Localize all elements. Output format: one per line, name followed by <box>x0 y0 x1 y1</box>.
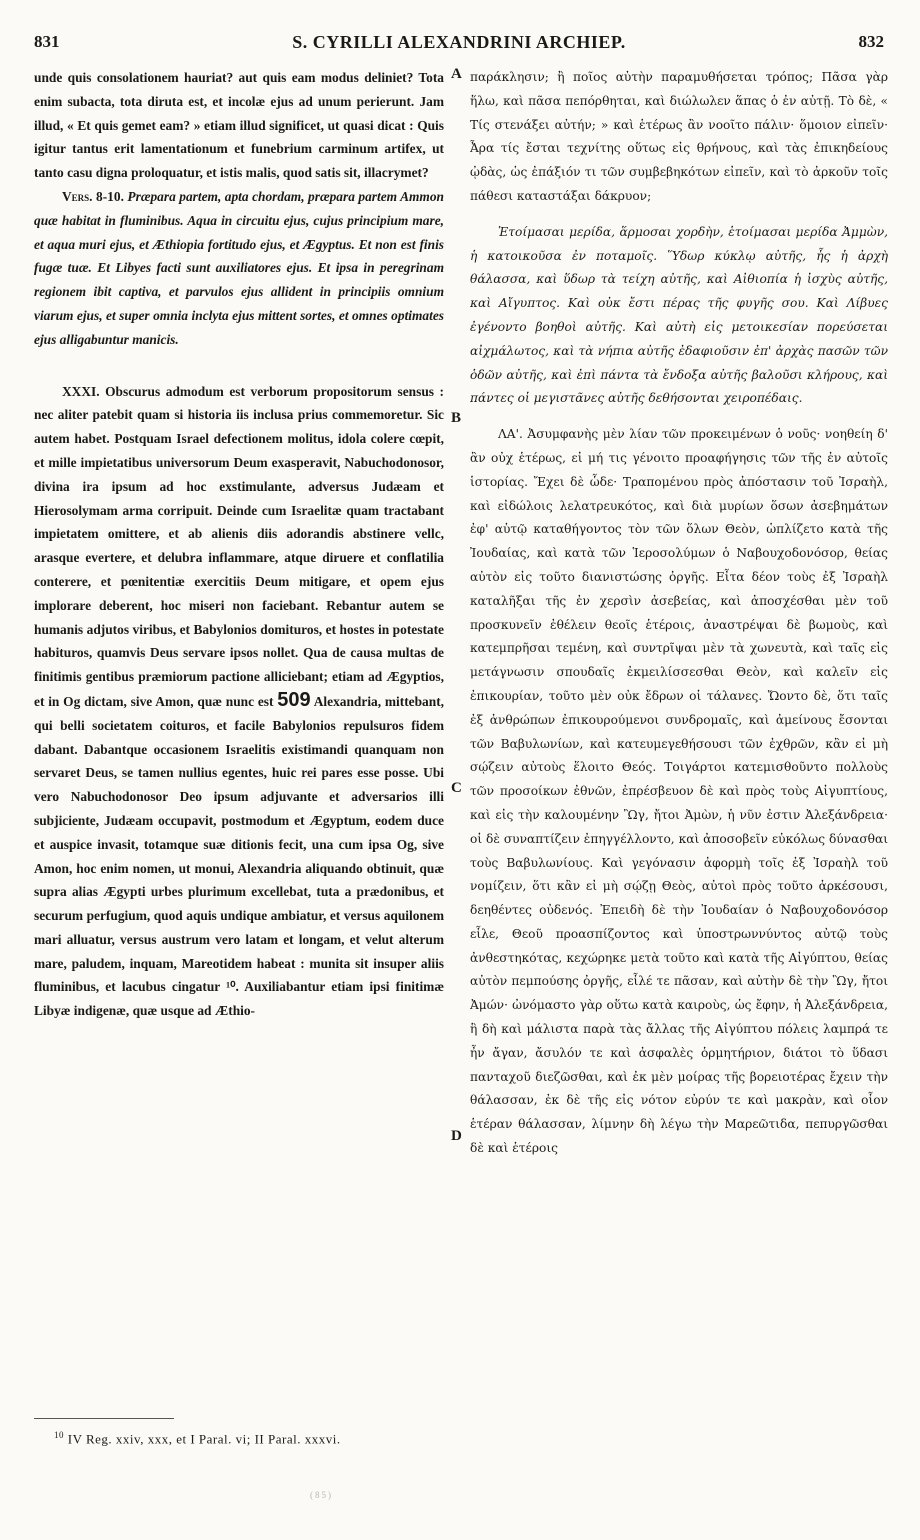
latin-commentary-part1: XXXI. Obscurus admodum est verborum propositorum sensus : nec aliter patebit quam si historia iis inclusa prius commemoretur. Sic autem habet. Postquam Israel defectionem molitus, idola colere cœpit, et mille impietatibus universorum Deum exasperavit, Nabuchodonosor, divina ira ipsum ad hoc exstimulante, adversus Judæam et Hierosolymam arma corripuit. Deinde cum Israelitæ quam tractabant impietatem omittere, et ab alienis diis adorandis abstinere vellc, arasque evertere, et delubra inflammare, atque diruere et conflatilia conterere, et pœnitentiæ exercitiis Deum mitigare, et opem ejus implorare deberent, hoc miseri non faciebant. Rebantur autem se humanis adjutos viribus, et Babylonios domituros, et hostes in potestate habituros, quamvis Deus servare ipsos nollet. Qua de causa multas de finitimis gentibus præmiorum pactione alliciebant; etiam ad Ægyptios, et in Og dictam, sive Amon, quæ nunc est <box>34 383 444 709</box>
page-number-left: 831 <box>34 32 60 51</box>
greek-paragraph-1: παράκλησιν; ἢ ποῖος αὐτὴν παραμυθήσεται τρόπος; Πᾶσα γὰρ ἥλω, καὶ πᾶσα πεπόρθηται, καὶ διώλωλεν ἅπας ὁ ἐν αὐτῇ. Τὸ δὲ, « Τίς στενάξει αὐτήν; » καὶ ἑτέρως ἂν νοοῖτο πάλιν· ὅμοιον εἰπεῖν· Ἆρα τίς ἔσται τεχνίτης οὕτως εἰς θρήνους, καὶ τὰς ἐπικηδείους ᾠδὰς, ὡς ἐπάξιόν τι τῶν συμβεβηκότων εἰπεῖν, καὶ τὸ ἀρκοῦν τοῖς πάθεσι καταστάξαι δάκρυον; <box>470 70 888 203</box>
page-number-right: 832 <box>858 32 884 51</box>
latin-paragraph-commentary <box>34 380 444 1024</box>
spacer <box>470 411 888 423</box>
latin-paragraph-1: unde quis consolationem hauriat? aut quis eam modus deliniet? Tota enim subacta, tota diruta est, et incolæ ejus ad unum perierunt. Jam illud, « Et quis gemet eam? » etiam illud significet, ut quasi dicat : Quis igitur tantus erit lamentationum et funebrium carminum artifex, ut tanto casu digna proloquatur, et istis malis, quod satis sit, illacrymet? <box>34 70 444 181</box>
greek-lemma: Ἑτοίμασαι μερίδα, ἅρμοσαι χορδὴν, ἑτοίμασαι μερίδα Ἀμμὼν, ἡ κατοικοῦσα ἐν ποταμοῖς. Ὕδωρ κύκλῳ αὐτῆς, ἧς ἡ ἀρχὴ θάλασσα, καὶ ὕδωρ τὰ τείχη αὐτῆς, καὶ Αἰθιοπία ἡ ἰσχὺς αὐτῆς, καὶ Αἴγυπτος. Καὶ οὐκ ἔστι πέρας τῆς φυγῆς σου. Καὶ Λίβυες ἐγένοντο βοηθοὶ αὐτῆς. Καὶ αὐτὴ εἰς μετοικεσίαν πορεύσεται αἰχμάλωτος, καὶ τὰ νήπια αὐτῆς ἐδαφιοῦσιν ἐπ' ἀρχὰς πασῶν τῶν ὁδῶν αὐτῆς, καὶ ἐπὶ πάντα τὰ ἔνδοξα αὐτῆς βαλοῦσι κλήρους, καὶ πάντες οἱ μεγιστᾶνες αὐτῆς δεθήσονται χειροπέδαις. <box>470 224 888 406</box>
verse-label: Vers. 8-10. <box>62 188 124 204</box>
running-title: S. CYRILLI ALEXANDRINI ARCHIEP. <box>292 32 626 52</box>
latin-commentary-part2: Alexandria, mittebant, qui belli societatem coituros, et facile Babylonios repulsuros fidem dabant. Dabantque occasionem Israelitis existimandi quanquam non servaret Deus, se tamen nullius egentes, huic rei pares esse posse. Ubi vero Nabuchodonosor Deo ipsum adjuvante et adversarios illi subjiciente, Judæam occupavit, postmodum et Ægyptum, eodem duce et auspice invasit, totamque suæ ditionis fecit, una cum ipsa Og, sive Amon, hoc enim nomen, ut monui, Alexandria aliquando obtinuit, quæ supra alias Ægypti urbes plurimum excellebat, tuta a prædonibus, et securum perfugium, quod aquis undique ambiatur, et versus aquilonem mari alluatur, versus austrum vero latam et longam, et velut alterum mare, paludem, inquam, Mareotidem habeat : munita sit insuper aliis fluminibus, et lacubus cingatur ¹⁰. Auxiliabantur etiam ipsi finitimæ Libyæ indigenæ, quæ usque ad Æthio- <box>34 693 444 1019</box>
latin-verse-text: Præpara partem, apta chordam, præpara partem Ammon quæ habitat in fluminibus. Aqua in circuitu ejus, cujus principium mare, et aqua muri ejus, et Æthiopia fortitudo ejus, et Ægyptus. Et non est finis fugæ tuæ. Et Libyes facti sunt auxiliatores ejus. Et ipsa in peregrinam regionem ibit captiva, et parvulos ejus allident in principiis omnium viarum ejus, et super omnia inclyta ejus mittent sortes, et omnes optimates ejus alligabuntur manicis. <box>34 188 444 347</box>
section-marker-b: B <box>451 410 462 426</box>
faint-mark: (85) <box>310 1490 333 1500</box>
page-header <box>34 32 884 58</box>
section-marker-a: A <box>451 66 462 82</box>
margin-column-number: 509 <box>277 688 311 711</box>
latin-column <box>34 66 444 1023</box>
greek-paragraph-commentary: ΛΑ'. Ἀσυμφανὴς μὲν λίαν τῶν προκειμένων ὁ νοῦς· νοηθείη δ' ἂν οὐχ ἑτέρως, εἰ μή τις γένοιτο προαφήγησις τῶν τῆς ἐν αὐτοῖς ἱστορίας. Ἔχει δὲ ὧδε· Τραπομένου πρὸς ἀπόστασιν τοῦ Ἰσραὴλ, καὶ εἰδώλοις λελατρευκότος, καὶ διὰ μυρίων ὅσων ἀσεβημάτων ἐφ' αὑτῷ καταθήγοντος τὸν τῶν ὅλων Θεὸν, ὡπλίζετο κατὰ τῆς Ἰουδαίας, καὶ κατὰ τῶν Ἱεροσολύμων ὁ Ναβουχοδονόσορ, θείας αὐτὸν εἰς τοῦτο διανιστώσης ὀργῆς. Εἶτα δέον τοὺς ἐξ Ἰσραὴλ καταλῆξαι τῆς ἐν χερσὶν ἀσεβείας, καὶ ἀποσχέσθαι μὲν τοῦ προσκυνεῖν ἐθέλειν θεοῖς ἑτέροις, ἀναστρέψαι δὲ βωμοὺς, καὶ κατεμπρῆσαι τεμένη, καὶ συντρῖψαι μὲν τὰ χωνευτὰ, καὶ ταῖς εἰς μετάγνωσιν σπουδαῖς ἐκμειλίσσεσθαι Θεὸν, καὶ καλεῖν εἰς ἐπικουρίαν, τοῦτο μὲν οὐκ ἔδρων οἱ τάλανες. Ὤοντο δὲ, ὅτι ταῖς ἐξ ἀνθρώπων ἐπικουρούμενοι συνδρομαῖς, καὶ ἀμείνους ἔσονται τῶν Βαβυλωνίων, καὶ κατευμεγεθήσουσι τῶν ἐχθρῶν, κἂν εἰ μὴ σῴζειν αὐτοὺς ἕλοιτο Θεός. Τοιγάρτοι κατεμισθοῦντο πολλοὺς τῶν προσοίκων ἐθνῶν, ἐπρέσβευον δὲ καὶ πρὸς τοὺς Αἰγυπτίους, καὶ εἰς τὴν καλουμένην Ὢγ, ἤτοι Ἀμὼν, ἡ νῦν ἐστιν Ἀλεξάνδρεια· οἱ δὲ συναπτίζειν ἐπηγγέλλοντο, καὶ ἀποσοβεῖν εὐκόλως δύνασθαι τοὺς Βαβυλωνίους. Καὶ γεγόνασιν ἀφορμὴ τοῖς ἐξ Ἰσραὴλ τοῦ νομίζειν, ὅτι κἂν εἰ μὴ σῴζῃ Θεὸς, αὐτοὶ πρὸς τοῦτο ἀρκέσουσι, δεηθέντες οὐδενός. Ἐπειδὴ δὲ τὴν Ἰουδαίαν ὁ Ναβουχοδονόσορ εἷλε, Θεοῦ προασπίζοντος καὶ ὑποστρωννύντος αὐτῷ τοὺς ἀνθεστηκότας, κεχώρηκε μετὰ τοῦτο καὶ κατὰ τῆς Αἰγύπτου, θείας αὐτὸν πεμπούσης ὀργῆς, εἷλέ τε πᾶσαν, καὶ αὐτὴν δὲ τὴν Ὢγ, ἤτοι Ἀμών· ὠνόμαστο γὰρ οὕτω κατὰ καιροὺς, ὡς ἔφην, ἡ Ἀλεξάνδρεια, ἣ δὴ καὶ μάλιστα παρὰ τὰς ἄλλας τῆς Αἰγύπτου πόλεις λαμπρά τε ἦν ἄγαν, ἄσυλόν τε καὶ ἀσφαλὲς ὁρμητήριον, διάτοι τὸ ὕδασι πανταχοῦ διεζῶσθαι, καὶ ἐκ μὲν μοίρας τῆς βορειοτέρας ἔχειν τὴν θάλασσαν, ἐκ δὲ τῆς εἰς νότον εὐρύν τε καὶ μακρὰν, καὶ οἷον ἑτέραν θάλασσαν, λίμνην δὴ λέγω τὴν Μαρεῶτιδα, πεπυργῶσθαι δὲ καὶ ἑτέροις <box>470 427 888 1156</box>
greek-column <box>470 66 888 1161</box>
footnote-text: IV Reg. xxiv, xxx, et I Paral. vi; II Paral. xxxvi. <box>67 1431 341 1447</box>
footnote <box>54 1430 654 1447</box>
footnote-number: 10 <box>54 1430 64 1440</box>
spacer <box>34 352 444 380</box>
section-marker-c: C <box>451 780 462 796</box>
latin-verse <box>34 185 444 352</box>
spacer <box>470 209 888 221</box>
section-marker-d: D <box>451 1128 462 1144</box>
footnote-rule <box>34 1418 174 1419</box>
